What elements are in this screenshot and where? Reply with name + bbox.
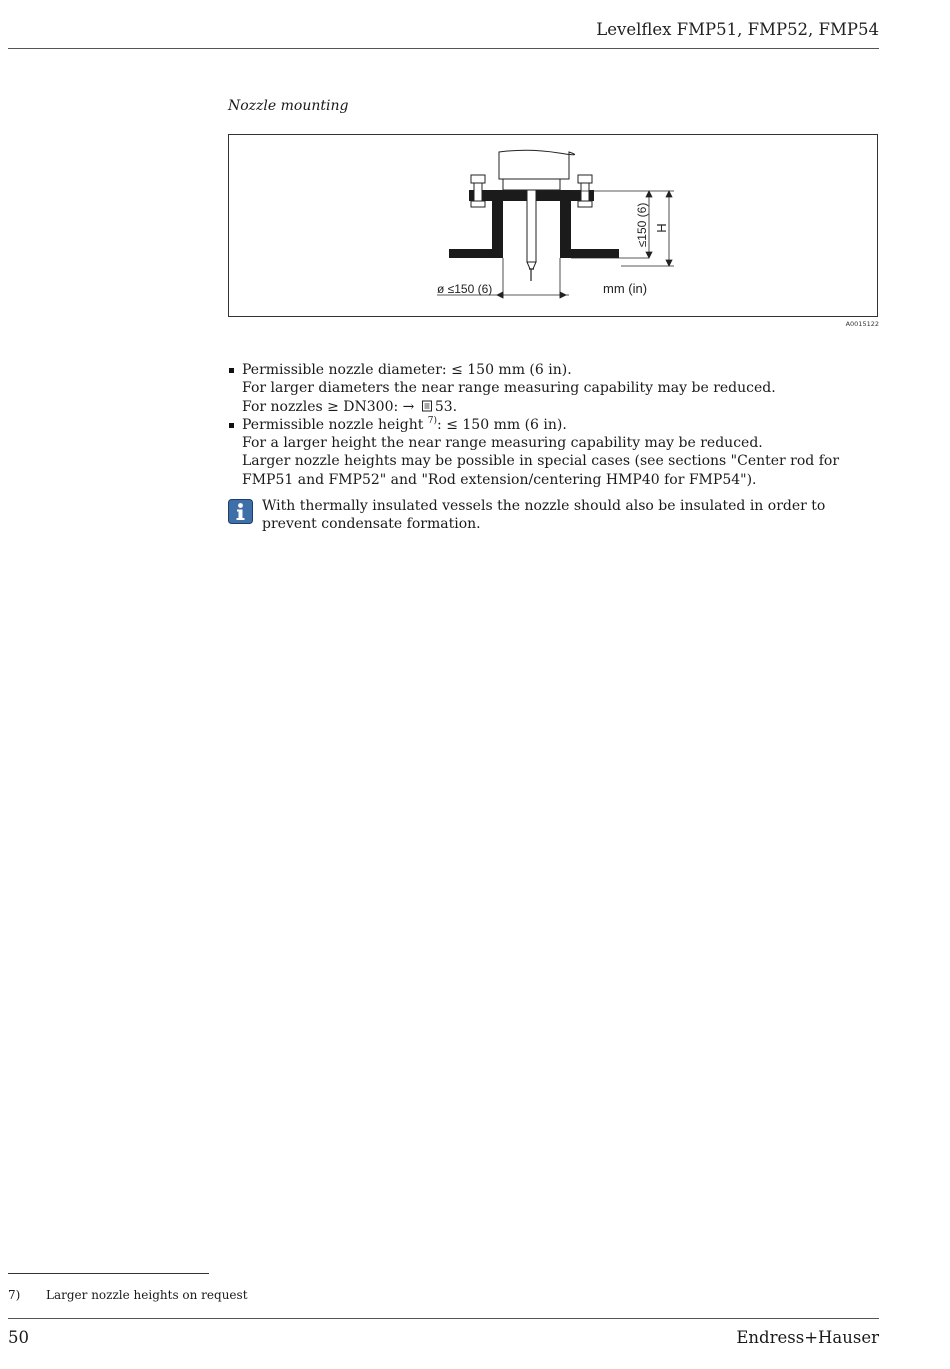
- info-text: With thermally insulated vessels the nozzle should also be insulated in order to prevent condensate formation.: [262, 498, 826, 533]
- page-number: 50: [8, 1328, 29, 1347]
- bullet-nozzle-diameter: [228, 361, 868, 416]
- footnote-mark[interactable]: 7): [427, 415, 438, 426]
- diameter-dimension-label: ø ≤150 (6): [437, 282, 493, 296]
- brand-name: Endress+Hauser: [736, 1328, 879, 1347]
- bullet-line-prefix: Permissible nozzle height: [242, 416, 428, 433]
- vessel-roof-left: [449, 249, 503, 258]
- height-dimension-label: ≤150 (6): [635, 202, 649, 248]
- reference-prefix: For nozzles ≥ DN300: →: [242, 398, 419, 415]
- footnote-rule: [8, 1273, 209, 1274]
- footnote: [8, 1288, 248, 1302]
- h-dimension-label: H: [654, 223, 669, 233]
- bullet-list: [228, 361, 868, 489]
- bullet-line-suffix: : ≤ 150 mm (6 in).: [437, 416, 567, 433]
- vessel-roof-right: [560, 249, 619, 258]
- footer-rule: [8, 1318, 879, 1319]
- info-note: [228, 497, 878, 534]
- bullet-line: For a larger height the near range measuring capability may be reduced.: [242, 435, 763, 452]
- bullet-line: [242, 416, 868, 434]
- page-reference-icon: [421, 400, 433, 412]
- header-rule: [8, 48, 879, 49]
- footnote-text: Larger nozzle heights on request: [46, 1288, 248, 1302]
- bullet-reference-line: [242, 398, 868, 416]
- units-label: mm (in): [603, 281, 648, 296]
- nozzle-mounting-figure: [228, 134, 878, 317]
- footnote-number: 7): [8, 1288, 21, 1302]
- nozzle-wall-right: [560, 190, 571, 258]
- nozzle-wall-left: [492, 190, 503, 258]
- info-icon: [228, 499, 253, 524]
- nozzle-drawing: [229, 135, 877, 316]
- device-housing: [499, 150, 575, 179]
- bullet-nozzle-height: [228, 416, 868, 489]
- header-title: Levelflex FMP51, FMP52, FMP54: [596, 20, 879, 39]
- bullet-line: For larger diameters the near range measuring capability may be reduced.: [242, 380, 776, 397]
- reference-page-link[interactable]: 53.: [434, 398, 458, 415]
- figure-id: A0015122: [845, 320, 879, 328]
- probe-rod: [527, 190, 536, 262]
- bullet-line: Larger nozzle heights may be possible in special cases (see sections "Center rod for FMP51 and FMP52" and "Rod extension/centering HMP40 for FMP54").: [242, 453, 840, 488]
- section-title: Nozzle mounting: [228, 98, 349, 114]
- bullet-line: Permissible nozzle diameter: ≤ 150 mm (6 in).: [242, 362, 572, 378]
